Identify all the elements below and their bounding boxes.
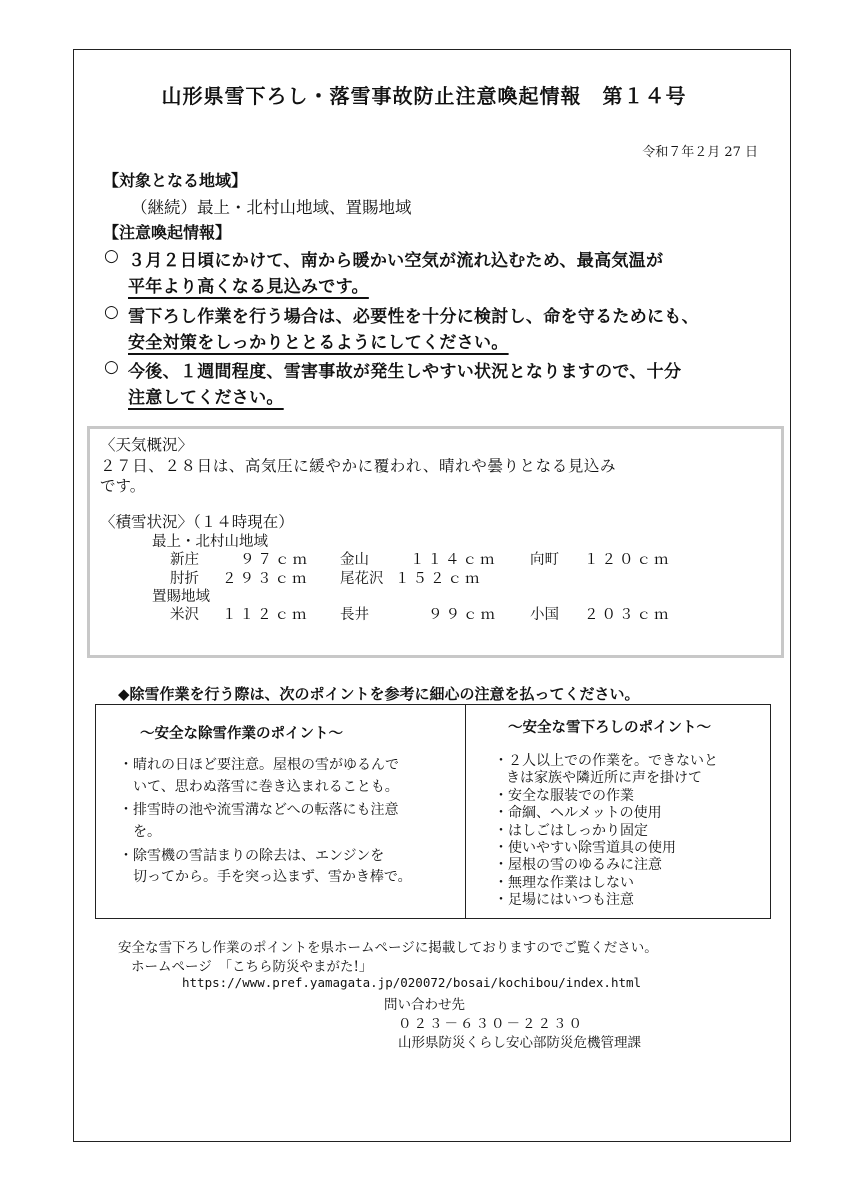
weather-heading: 〈天気概況〉: [100, 436, 194, 454]
footer-notice: 安全な雪下ろし作業のポイントを県ホームページに掲載しておりますのでご覧ください。: [118, 940, 658, 956]
document-title: 山形県雪下ろし・落雪事故防止注意喚起情報 第１４号: [161, 84, 687, 108]
snow-depth-value: １１２ｃｍ: [222, 607, 310, 623]
left-point-line: ・排雪時の池や流雪溝などへの転落にも注意: [119, 802, 399, 818]
right-point-line: ・無理な作業はしない: [494, 875, 634, 891]
right-point-line: ・命綱、ヘルメットの使用: [494, 805, 662, 821]
left-point-line: 切ってから。手を突っ込まず、雪かき棒で。: [133, 869, 412, 885]
right-point-line: ・足場にはいつも注意: [494, 892, 634, 908]
target-area-text: （継続）最上・北村山地域、置賜地域: [131, 198, 412, 217]
snow-depth-value: １１４ｃｍ: [410, 552, 498, 568]
left-column-title: ～安全な除雪作業のポイント～: [140, 726, 343, 742]
left-point-line: ・晴れの日ほど要注意。屋根の雪がゆるんで: [119, 757, 399, 773]
homepage-label[interactable]: ホームページ 「こちら防災やまがた!」: [131, 959, 373, 975]
snow-place: 長井: [340, 607, 369, 623]
alert-bullet-line: ３月２日頃にかけて、南から暖かい空気が流れ込むため、最高気温が: [128, 251, 664, 271]
snow-depth-heading: 〈積雪状況〉（１４時現在）: [100, 513, 294, 531]
snow-place: 肘折: [170, 571, 199, 587]
contact-department: 山形県防災くらし安心部防災危機管理課: [398, 1035, 641, 1051]
alert-bullet-line: 注意してください。: [128, 388, 284, 408]
bullet-circle-icon: ○: [104, 357, 119, 377]
snow-depth-value: ９７ｃｍ: [240, 552, 310, 568]
snow-depth-value: １５２ｃｍ: [395, 571, 483, 587]
snow-place: 米沢: [170, 607, 199, 623]
homepage-url-link[interactable]: https://www.pref.yamagata.jp/020072/bosai/kochibou/index.html: [182, 975, 642, 990]
right-point-line: ・使いやすい除雪道具の使用: [494, 840, 676, 856]
contact-label: 問い合わせ先: [384, 997, 465, 1013]
left-point-line: ・除雪機の雪詰まりの除去は、エンジンを: [119, 848, 385, 864]
right-point-line: きは家族や隣近所に声を掛けて: [506, 770, 702, 786]
snow-depth-value: ２９３ｃｍ: [222, 571, 310, 587]
right-column-title: ～安全な雪下ろしのポイント～: [508, 720, 711, 736]
right-point-line: ・２人以上での作業を。できないと: [494, 753, 718, 769]
document-date: 令和７年２月 27 日: [642, 145, 758, 160]
snow-region-name: 最上・北村山地域: [152, 534, 268, 550]
alert-bullet-line: 安全対策をしっかりととるようにしてください。: [128, 333, 509, 353]
alert-bullet-line: 雪下ろし作業を行う場合は、必要性を十分に検討し、命を守るためにも、: [128, 307, 699, 327]
alert-bullet-line: 今後、１週間程度、雪害事故が発生しやすい状況となりますので、十分: [128, 362, 682, 382]
right-point-line: ・安全な服装での作業: [494, 788, 634, 804]
right-point-line: ・はしごはしっかり固定: [494, 823, 648, 839]
right-point-line: ・屋根の雪のゆるみに注意: [494, 857, 662, 873]
left-point-line: いて、思わぬ落雪に巻き込まれることも。: [133, 779, 399, 795]
snow-place: 尾花沢: [340, 571, 384, 587]
weather-text-line: ２７日、２８日は、高気圧に緩やかに覆われ、晴れや曇りとなる見込み: [100, 457, 617, 475]
snow-place: 金山: [340, 552, 369, 568]
snow-depth-value: ９９ｃｍ: [428, 607, 498, 623]
alert-bullet-line: 平年より高くなる見込みです。: [128, 277, 369, 297]
alert-info-heading: 【注意喚起情報】: [103, 223, 232, 242]
contact-phone: ０２３－６３０－２２３０: [398, 1016, 584, 1032]
snow-depth-value: ２０３ｃｍ: [584, 607, 672, 623]
snow-place: 小国: [530, 607, 559, 623]
points-heading: ◆除雪作業を行う際は、次のポイントを参考に細心の注意を払ってください。: [118, 685, 640, 703]
snow-depth-value: １２０ｃｍ: [584, 552, 672, 568]
table-divider: [465, 704, 466, 919]
target-area-heading: 【対象となる地域】: [103, 171, 248, 190]
snow-place: 向町: [530, 552, 559, 568]
snow-place: 新庄: [170, 552, 199, 568]
weather-text-line: です。: [100, 477, 146, 495]
left-point-line: を。: [133, 824, 161, 840]
bullet-circle-icon: ○: [104, 246, 119, 266]
snow-region-name: 置賜地域: [152, 589, 210, 605]
bullet-circle-icon: ○: [104, 302, 119, 322]
